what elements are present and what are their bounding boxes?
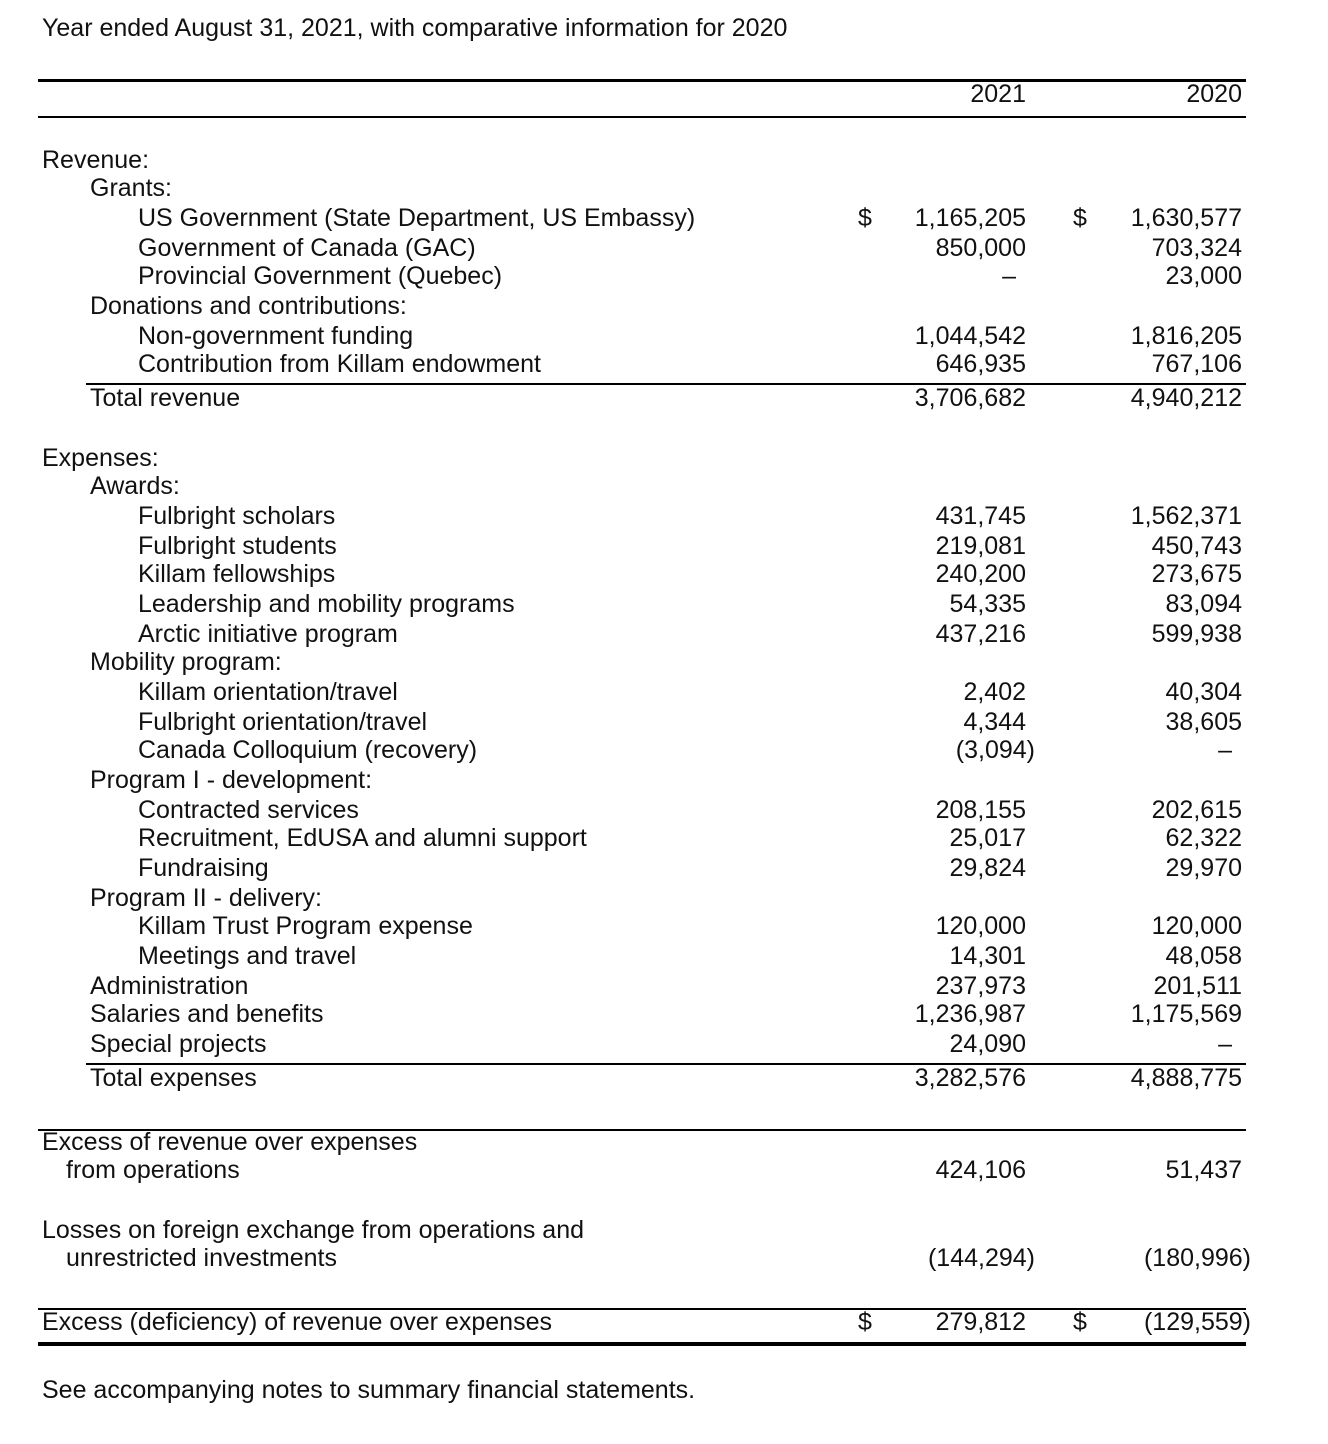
value-2020: 62,322 — [1165, 824, 1242, 852]
total-expenses-2020: 4,888,775 — [1130, 1064, 1242, 1092]
column-header-2020: 2020 — [1186, 80, 1242, 108]
value-2021: 208,155 — [935, 796, 1026, 824]
value-2020: – — [1218, 1030, 1232, 1058]
row-label: Contribution from Killam endowment — [138, 350, 541, 378]
total-revenue-2020: 4,940,212 — [1130, 384, 1242, 412]
column-header-2021: 2021 — [970, 80, 1026, 108]
value-2021: 646,935 — [935, 350, 1026, 378]
value-2020: 1,562,371 — [1130, 502, 1242, 530]
value-2020: 83,094 — [1165, 590, 1242, 618]
net-double-rule — [38, 1342, 1246, 1346]
row-label: Administration — [90, 972, 249, 1000]
value-2021: 1,044,542 — [914, 322, 1026, 350]
row-label: Fulbright orientation/travel — [138, 708, 428, 736]
value-2020: 40,304 — [1165, 678, 1242, 706]
period-caption: Year ended August 31, 2021, with comparative information for 2020 — [42, 14, 788, 42]
value-2021: 25,017 — [949, 824, 1026, 852]
grants-heading: Grants: — [90, 174, 172, 202]
row-label: Special projects — [90, 1030, 267, 1058]
excess-ops-2020: 51,437 — [1165, 1156, 1242, 1184]
value-2021: 4,344 — [963, 708, 1026, 736]
currency-symbol: $ — [1073, 1308, 1087, 1336]
value-2020: 450,743 — [1151, 532, 1242, 560]
row-label: Killam orientation/travel — [138, 678, 398, 706]
row-label: Fulbright students — [138, 532, 337, 560]
fx-label-line1: Losses on foreign exchange from operations and — [42, 1216, 585, 1244]
total-expenses-label: Total expenses — [90, 1064, 257, 1092]
value-2020: 48,058 — [1165, 942, 1242, 970]
value-2020: 38,605 — [1165, 708, 1242, 736]
row-label: Arctic initiative program — [138, 620, 398, 648]
value-2021: 1,236,987 — [914, 1000, 1026, 1028]
value-2021: 219,081 — [935, 532, 1026, 560]
fx-label-line2: unrestricted investments — [66, 1244, 337, 1272]
fx-2021: (144,294) — [927, 1244, 1035, 1272]
value-2020: 1,816,205 — [1130, 322, 1242, 350]
net-2020: (129,559) — [1143, 1308, 1251, 1336]
value-2021: 437,216 — [935, 620, 1026, 648]
value-2021: 431,745 — [935, 502, 1026, 530]
value-2020: 202,615 — [1151, 796, 1242, 824]
value-2021: 120,000 — [935, 912, 1026, 940]
donations-heading: Donations and contributions: — [90, 292, 407, 320]
value-2021: 14,301 — [949, 942, 1026, 970]
excess-ops-label-line2: from operations — [66, 1156, 240, 1184]
value-2021: 2,402 — [963, 678, 1026, 706]
row-label: Non-government funding — [138, 322, 414, 350]
net-2021: 279,812 — [935, 1308, 1026, 1336]
row-label: Fundraising — [138, 854, 269, 882]
value-2021: 29,824 — [949, 854, 1026, 882]
value-2020: 599,938 — [1151, 620, 1242, 648]
row-label: Fulbright scholars — [138, 502, 336, 530]
total-revenue-2021: 3,706,682 — [914, 384, 1026, 412]
row-label: Government of Canada (GAC) — [138, 234, 476, 262]
value-2021: 850,000 — [935, 234, 1026, 262]
fx-2020: (180,996) — [1143, 1244, 1251, 1272]
row-label: Salaries and benefits — [90, 1000, 324, 1028]
revenue-heading: Revenue: — [42, 146, 150, 174]
total-expenses-2021: 3,282,576 — [914, 1064, 1026, 1092]
value-2021: 24,090 — [949, 1030, 1026, 1058]
currency-symbol: $ — [1073, 204, 1087, 232]
row-label: Canada Colloquium (recovery) — [138, 736, 478, 764]
value-2020: 201,511 — [1153, 972, 1242, 1000]
value-2021: 240,200 — [935, 560, 1026, 588]
value-2020: 273,675 — [1151, 560, 1242, 588]
value-2021: (3,094) — [955, 736, 1035, 764]
value-2020: 703,324 — [1151, 234, 1242, 262]
awards-heading: Awards: — [90, 472, 180, 500]
row-label: Provincial Government (Quebec) — [138, 262, 503, 290]
value-2021: 54,335 — [949, 590, 1026, 618]
value-2020: 1,630,577 — [1130, 204, 1242, 232]
mobility-heading: Mobility program: — [90, 648, 282, 676]
value-2020: 120,000 — [1151, 912, 1242, 940]
value-2020: 767,106 — [1151, 350, 1242, 378]
row-label: Leadership and mobility programs — [138, 590, 515, 618]
expenses-heading: Expenses: — [42, 444, 159, 472]
row-label: Meetings and travel — [138, 942, 357, 970]
value-2021: 1,165,205 — [914, 204, 1026, 232]
value-2020: 1,175,569 — [1130, 1000, 1242, 1028]
value-2021: – — [1002, 262, 1016, 290]
row-label: Contracted services — [138, 796, 359, 824]
row-label: Recruitment, EdUSA and alumni support — [138, 824, 587, 852]
row-label: US Government (State Department, US Embassy) — [138, 204, 696, 232]
program-2-heading: Program II - delivery: — [90, 884, 323, 912]
currency-symbol: $ — [858, 1308, 872, 1336]
excess-ops-label-line1: Excess of revenue over expenses — [42, 1128, 418, 1156]
excess-ops-2021: 424,106 — [935, 1156, 1026, 1184]
value-2020: 23,000 — [1165, 262, 1242, 290]
program-1-heading: Program I - development: — [90, 766, 373, 794]
row-label: Killam Trust Program expense — [138, 912, 473, 940]
total-revenue-label: Total revenue — [90, 384, 241, 412]
header-rule — [38, 116, 1246, 118]
net-label: Excess (deficiency) of revenue over expenses — [42, 1308, 552, 1336]
value-2021: 237,973 — [935, 972, 1026, 1000]
row-label: Killam fellowships — [138, 560, 336, 588]
footnote: See accompanying notes to summary financial statements. — [42, 1376, 696, 1404]
value-2020: – — [1218, 736, 1232, 764]
currency-symbol: $ — [858, 204, 872, 232]
value-2020: 29,970 — [1165, 854, 1242, 882]
